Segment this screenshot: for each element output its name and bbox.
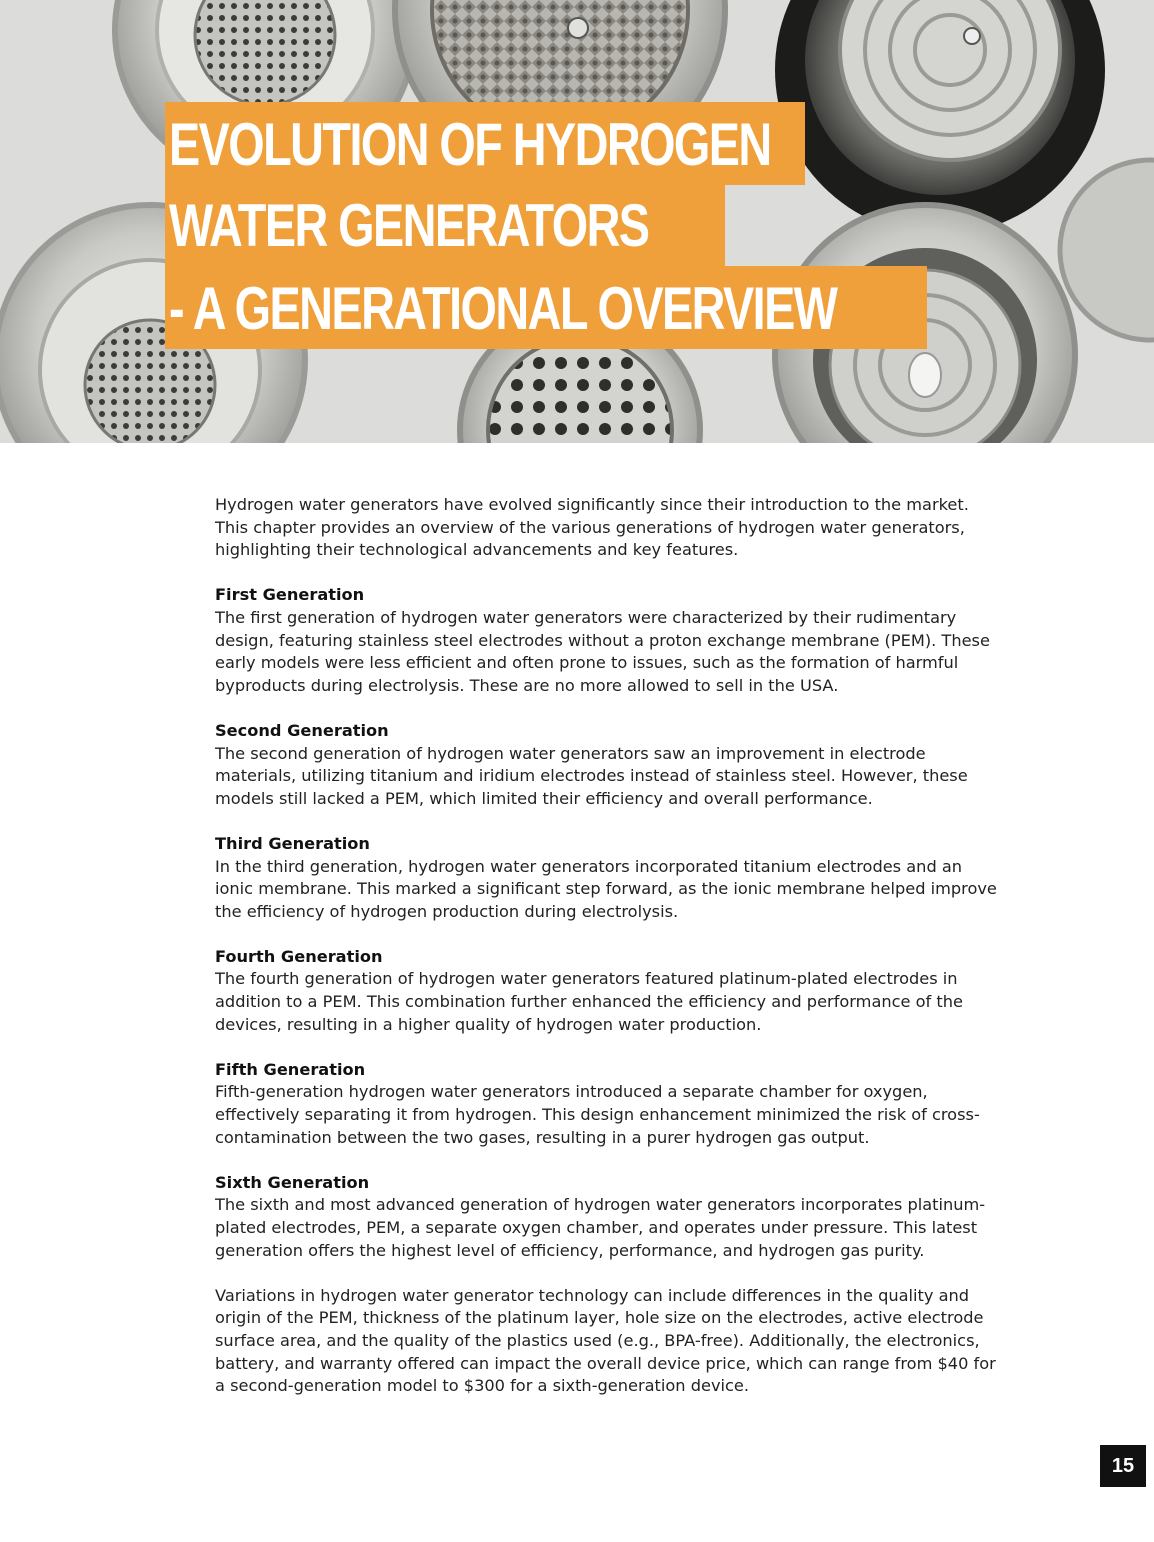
article-body <box>215 494 1005 1420</box>
page-number: 15 <box>1100 1445 1146 1487</box>
section-body: The second generation of hydrogen water generators saw an improvement in electrode materials, utilizing titanium and iridium electrodes instead of stainless steel. However, these models still lacked a PEM, which limited their efficiency and overall performance. <box>215 743 968 808</box>
section-heading: Fourth Generation <box>215 946 383 966</box>
title-line-2 <box>165 183 725 266</box>
closing-paragraph: Variations in hydrogen water generator technology can include differences in the quality and origin of the PEM, thickness of the platinum layer, hole size on the electrodes, active electrode surface area, and the quality of the plastics used (e.g., BPA-free). Additionally, the electronics, battery, and warranty offered can impact the overall device price, which can range from $40 for a second-generation model to $300 for a sixth-generation device. <box>215 1285 996 1396</box>
intro-paragraph: Hydrogen water generators have evolved significantly since their introduction to the market. This chapter provides an overview of the various generations of hydrogen water generators, highlighting their technological advancements and key features. <box>215 495 969 560</box>
section-body: The first generation of hydrogen water generators were characterized by their rudimentary design, featuring stainless steel electrodes without a proton exchange membrane (PEM). These early models were less efficient and often prone to issues, such as the formation of harmful byproducts during electrolysis. These are no more allowed to sell in the USA. <box>215 607 990 695</box>
section-heading: First Generation <box>215 585 365 605</box>
section-third-generation <box>215 833 1005 923</box>
section-second-generation <box>215 720 1005 810</box>
section-heading: Fifth Generation <box>215 1059 366 1079</box>
section-first-generation <box>215 584 1005 697</box>
section-body: Fifth-generation hydrogen water generators introduced a separate chamber for oxygen, effectively separating it from hydrogen. This design enhancement minimized the risk of cross-contamination between the two gases, resulting in a purer hydrogen gas output. <box>215 1082 980 1147</box>
section-heading: Sixth Generation <box>215 1172 370 1192</box>
section-body: In the third generation, hydrogen water generators incorporated titanium electrodes and an ionic membrane. This marked a significant step forward, as the ionic membrane helped improve the efficiency of hydrogen production during electrolysis. <box>215 856 997 921</box>
section-sixth-generation <box>215 1172 1005 1262</box>
section-body: The fourth generation of hydrogen water generators featured platinum-plated electrodes in addition to a PEM. This combination further enhanced the efficiency and performance of the devices, resulting in a higher quality of hydrogen water production. <box>215 969 963 1034</box>
title-line-3-text: - A GENERATIONAL OVERVIEW <box>169 275 837 342</box>
title-line-1-text: EVOLUTION OF HYDROGEN <box>169 111 771 178</box>
hero-banner <box>0 0 1154 443</box>
title-line-3 <box>165 266 927 349</box>
section-fifth-generation <box>215 1059 1005 1149</box>
title-line-1 <box>165 102 805 185</box>
section-body: The sixth and most advanced generation of hydrogen water generators incorporates platinum-plated electrodes, PEM, a separate oxygen chamber, and operates under pressure. This latest generation offers the highest level of efficiency, performance, and hydrogen gas purity. <box>215 1195 986 1260</box>
section-fourth-generation <box>215 946 1005 1036</box>
title-line-2-text: WATER GENERATORS <box>169 192 649 259</box>
section-heading: Second Generation <box>215 720 389 740</box>
section-heading: Third Generation <box>215 833 370 853</box>
